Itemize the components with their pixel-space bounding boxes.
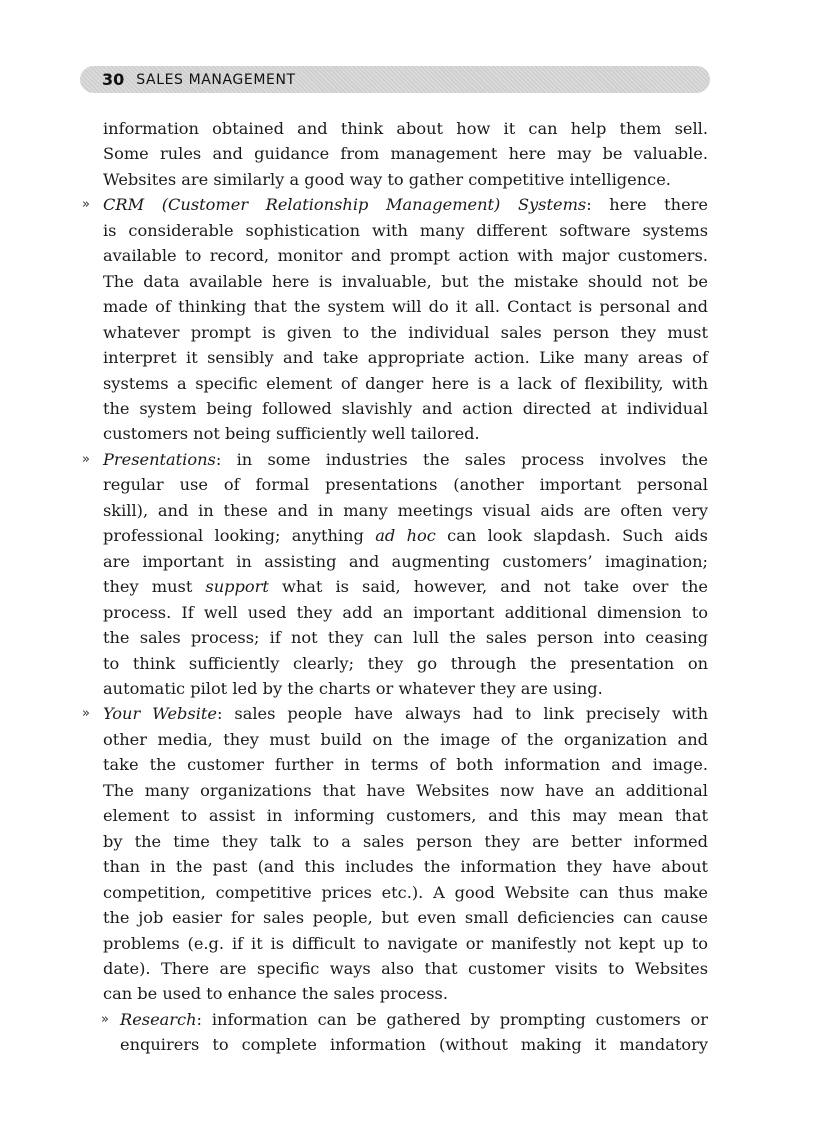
- text-line: interpret it sensibly and take appropriate action. Like many areas of: [103, 348, 708, 368]
- text-line: The data available here is invaluable, but the mistake should not be: [103, 271, 708, 291]
- emphasis: support: [205, 577, 269, 597]
- running-title: SALES MANAGEMENT: [136, 71, 296, 88]
- running-header: [80, 66, 710, 93]
- text-line: is considerable sophistication with many different software systems: [103, 220, 708, 240]
- bullet-term: Research: [120, 1009, 197, 1029]
- text-line: than in the past (and this includes the information they have about: [103, 857, 708, 877]
- text-line: to think sufficiently clearly; they go through the presentation on: [103, 653, 708, 673]
- text-line: information obtained and think about how it can help them sell.: [103, 119, 708, 138]
- text-line: systems a specific element of danger here is a lack of flexibility, with: [103, 373, 708, 393]
- text-line: they must support what is said, however, and not take over the: [103, 577, 708, 597]
- text-line: skill), and in these and in many meetings visual aids are often very: [103, 500, 708, 520]
- text-line: the system being followed slavishly and action directed at individual: [103, 398, 708, 418]
- text-line: available to record, monitor and prompt action with major customers.: [103, 246, 708, 266]
- text-line: other media, they must build on the image of the organization and: [103, 729, 708, 749]
- emphasis: ad hoc: [375, 526, 436, 546]
- bullet-website: [82, 701, 708, 1006]
- bullet-marker: »: [82, 451, 90, 467]
- bullet-marker: »: [82, 706, 90, 722]
- text-line: regular use of formal presentations (another important personal: [103, 475, 708, 495]
- text-line: Your Website: sales people have always had to link precisely with: [103, 704, 708, 724]
- text-line: professional looking; anything ad hoc can look slapdash. Such aids: [103, 526, 708, 546]
- text-line: automatic pilot led by the charts or whatever they are using.: [103, 678, 603, 698]
- text-line: Websites are similarly a good way to gather competitive intelligence.: [103, 169, 671, 189]
- text-line: can be used to enhance the sales process.: [103, 984, 448, 1004]
- bullet-term: CRM (Customer Relationship Management) Systems: [103, 195, 587, 215]
- bullet-crm: [82, 192, 708, 447]
- bullet-marker: »: [101, 1011, 109, 1027]
- text-line: take the customer further in terms of both information and image.: [103, 755, 708, 775]
- text-line: problems (e.g. if it is difficult to navigate or manifestly not kept up to: [103, 933, 708, 953]
- body-text: [82, 116, 708, 1058]
- bullet-term: Your Website: [103, 704, 217, 724]
- text-line: the job easier for sales people, but even small deficiencies can cause: [103, 908, 708, 928]
- text-line: The many organizations that have Websites now have an additional: [103, 780, 708, 800]
- text-line: whatever prompt is given to the individual sales person they must: [103, 322, 708, 342]
- intro-paragraph: [103, 116, 708, 192]
- bullet-marker: »: [82, 197, 90, 213]
- text-line: element to assist in informing customers, and this may mean that: [103, 806, 708, 826]
- text-line: Some rules and guidance from management here may be valuable.: [103, 144, 708, 164]
- bullet-term: Presentations: [103, 449, 216, 469]
- text-line: by the time they talk to a sales person they are better informed: [103, 831, 708, 851]
- text-line: process. If well used they add an important additional dimension to: [103, 602, 708, 622]
- text-line: are important in assisting and augmenting customers’ imagination;: [103, 551, 708, 571]
- text-line: date). There are specific ways also that customer visits to Websites: [103, 958, 708, 978]
- text-line: the sales process; if not they can lull the sales person into ceasing: [103, 628, 708, 648]
- text-line: made of thinking that the system will do it all. Contact is personal and: [103, 297, 708, 317]
- sub-bullet-research: [103, 1007, 708, 1058]
- text-line: competition, competitive prices etc.). A good Website can thus make: [103, 882, 708, 902]
- text-line: enquirers to complete information (without making it mandatory: [120, 1035, 708, 1055]
- text-line: CRM (Customer Relationship Management) Systems: here there: [103, 195, 708, 215]
- text-line: Research: information can be gathered by prompting customers or: [120, 1009, 708, 1029]
- page-number: 30: [102, 70, 125, 89]
- bullet-presentations: [82, 447, 708, 702]
- text-line: customers not being sufficiently well tailored.: [103, 424, 480, 444]
- text-line: Presentations: in some industries the sales process involves the: [103, 449, 708, 469]
